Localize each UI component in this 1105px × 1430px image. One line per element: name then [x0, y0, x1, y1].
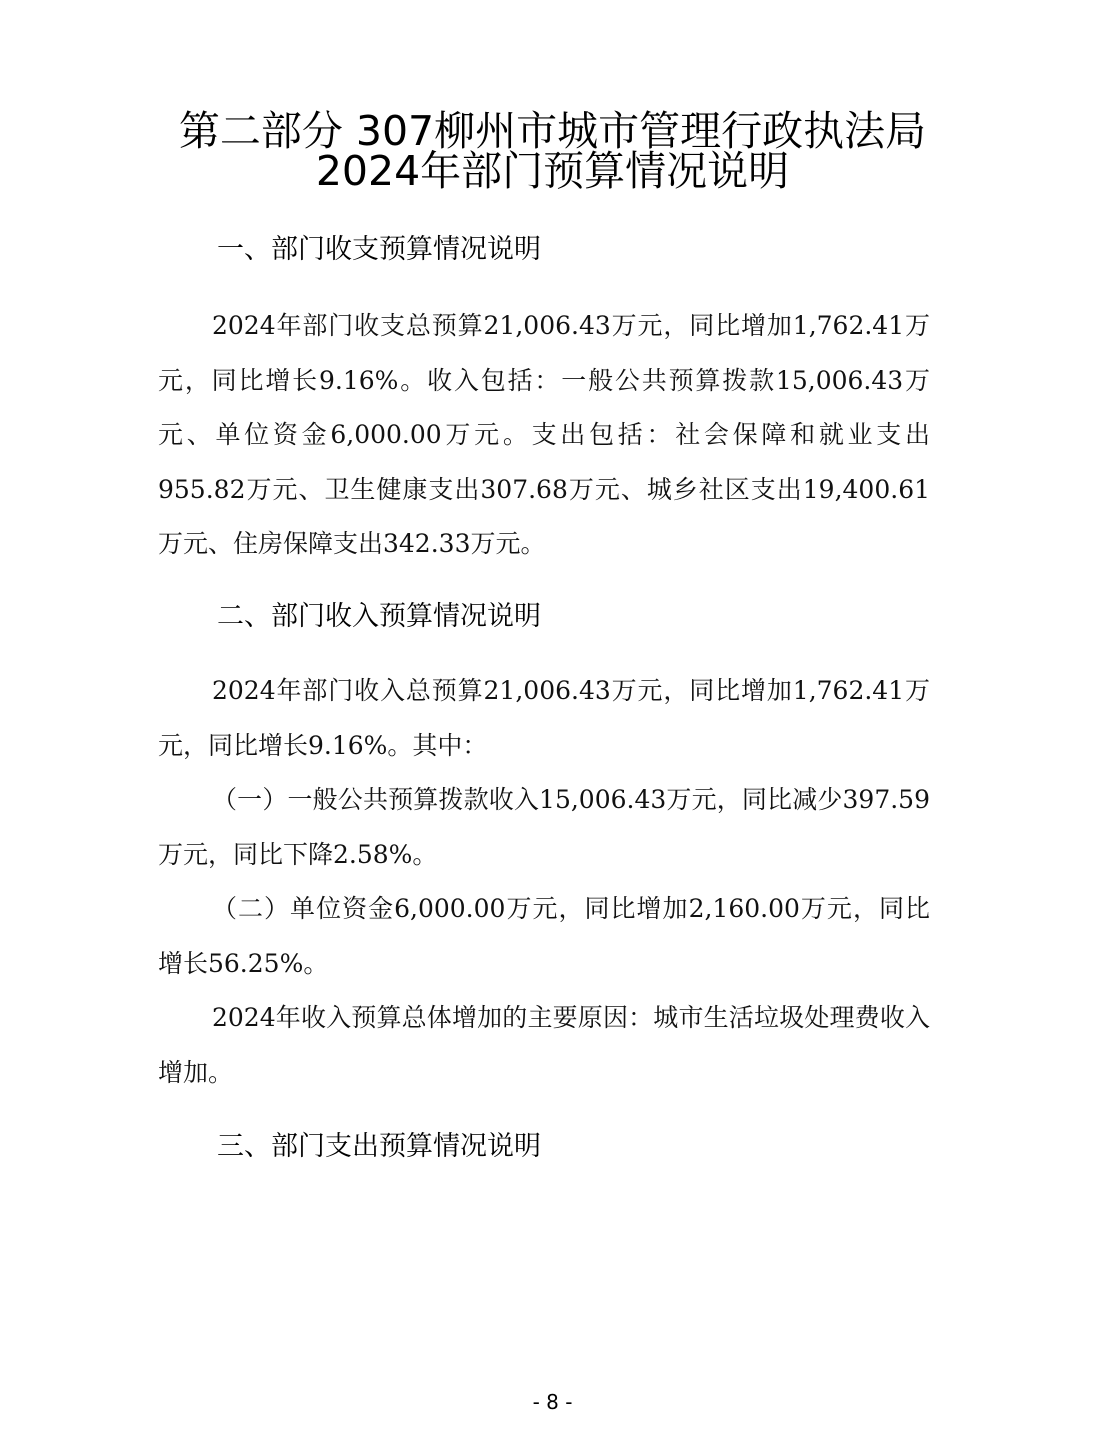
section-2-paragraph-3: （二）单位资金6,000.00万元，同比增加2,160.00万元，同比增长56.25%。 — [158, 894, 930, 978]
section-1-paragraph: 2024年部门收支总预算21,006.43万元，同比增加1,762.41万元，同比增长9.16%。收入包括：一般公共预算拨款15,006.43万元、单位资金6,000.00万元。支出包括：社会保障和就业支出955.82万元、卫生健康支出307.68万元、城乡社区支出19,400.61万元、住房保障支出342.33万元。 — [158, 311, 930, 558]
section-2-paragraph-2: （一）一般公共预算拨款收入15,006.43万元，同比减少397.59万元，同比下降2.58%。 — [158, 785, 930, 869]
page-number: - 8 - — [532, 1390, 573, 1414]
document-title-line-2: 2024年部门预算情况说明 — [315, 147, 790, 195]
section-heading-3: 三、部门支出预算情况说明 — [217, 1131, 541, 1162]
document-title-line-1: 第二部分 307柳州市城市管理行政执法局 — [178, 107, 927, 155]
section-2-paragraph-1: 2024年部门收入总预算21,006.43万元，同比增加1,762.41万元，同比增长9.16%。其中： — [158, 676, 930, 760]
section-heading-1: 一、部门收支预算情况说明 — [217, 234, 541, 265]
section-2-paragraph-4: 2024年收入预算总体增加的主要原因：城市生活垃圾处理费收入增加。 — [158, 1003, 930, 1087]
section-heading-2: 二、部门收入预算情况说明 — [217, 601, 541, 632]
